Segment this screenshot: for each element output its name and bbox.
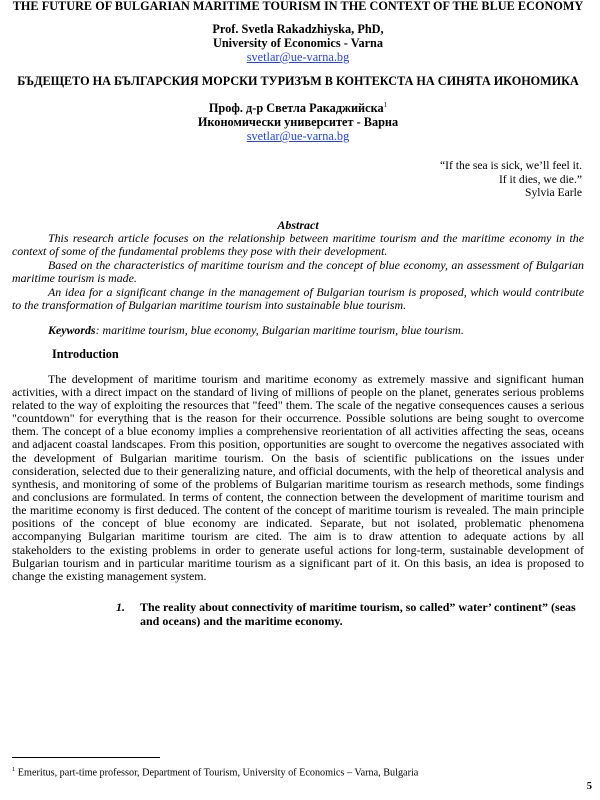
section-1-title: The reality about connectivity of maritime tourism, so called” water’ continent” (seas and oceans) and the maritime economy. [140,600,576,629]
author-name-english: Prof. Svetla Rakadzhiyska, PhD, [212,22,384,36]
introduction-heading: Introduction [52,346,119,361]
author-name-bulgarian-line [12,98,584,115]
introduction-paragraph: The development of maritime tourism and maritime economy as extremely massive and significant human activities, with a direct impact on the standard of living of millions of people on the planet, generates serious problems related to the way of exploiting the resources that "feed" them. The scale of the negative consequences causes a serious "countdown" for everything that is the reason for their occurrence. Possible solutions are being sought to overcome them. The concept of a blue economy implies a comprehensive reorientation of all activities affecting the seas, oceans and adjacent coastal landscapes. From this position, opportunities are sought to overcome the negatives associated with the development of Bulgarian maritime tourism. On the basis of scientific publications on the issues under consideration, selected due to their generalizing nature, and official documents, with the help of theoretical analysis and synthesis, and monitoring of some of the problems of Bulgarian maritime tourism as research methods, some findings and conclusions are formulated. In terms of content, the connection between the development of maritime tourism and the maritime economy is first deduced. The content of the concept of maritime tourism is revealed. The main principle positions of the concept of blue economy are indicated. Separate, but not isolated, problematic phenomena accompanying Bulgarian maritime tourism are cited. The aim is to draw attention to adequate actions by all stakeholders to the existing problems in order to generate useful actions for long-term, sustainable development of Bulgarian tourism and in particular maritime tourism as a significant part of it. On this basis, an idea is proposed to change the existing management system. [12,371,584,583]
abstract-paragraph-1: This research article focuses on the relationship between maritime tourism and the maritime economy in the context of some of the fundamental problems they pose with their development. [12,230,584,259]
keywords-label: Keywords [48,322,96,337]
author-block-bulgarian [12,98,584,129]
keywords-text: : maritime tourism, blue economy, Bulgarian maritime tourism, blue tourism. [95,322,464,337]
author-email-link-english[interactable]: svetlar@ue-varna.bg [246,50,350,64]
footnote [12,764,582,779]
paper-title-english: THE FUTURE OF BULGARIAN MARITIME TOURISM IN THE CONTEXT OF THE BLUE ECONOMY [12,0,584,13]
author-footnote-mark[interactable]: 1 [383,101,388,109]
epigraph-line-2: If it dies, we die.” [498,172,582,186]
abstract-heading: Abstract [277,217,319,232]
epigraph-line-1: “If the sea is sick, we’ll feel it. [440,159,582,173]
paper-title-bulgarian: БЪДЕЩЕТО НА БЪЛГАРСКИЯ МОРСКИ ТУРИЗЪМ В КОНТЕКСТА НА СИНЯТА ИКОНОМИКА [17,74,579,88]
footnote-mark: 1 [12,766,16,773]
footnote-divider [12,757,160,758]
section-1-number: 1. [116,600,125,615]
author-block-english [12,22,584,50]
epigraph-attribution: Sylvia Earle [525,186,582,200]
footnote-text: Emeritus, part-time professor, Department of Tourism, University of Economics – Varna, Bulgaria [15,767,419,779]
section-1-heading [12,600,584,628]
abstract-body [12,232,584,313]
abstract-paragraph-2: Based on the characteristics of maritime tourism and the concept of blue economy, an assessment of Bulgarian maritime tourism is made. [12,257,584,286]
author-email-link-bulgarian[interactable]: svetlar@ue-varna.bg [246,129,350,144]
affiliation-english: University of Economics - Varna [212,36,384,50]
page-number: 5 [586,781,592,792]
author-name-bulgarian: Проф. д-р Светла Ракаджийска [208,101,384,116]
keywords [12,323,584,337]
abstract-paragraph-3: An idea for a significant change in the management of Bulgarian tourism is proposed, which would contribute to the transformation of Bulgarian maritime tourism into sustainable blue tourism. [12,284,584,313]
epigraph [12,159,584,200]
affiliation-bulgarian: Икономически университет - Варна [197,115,399,130]
